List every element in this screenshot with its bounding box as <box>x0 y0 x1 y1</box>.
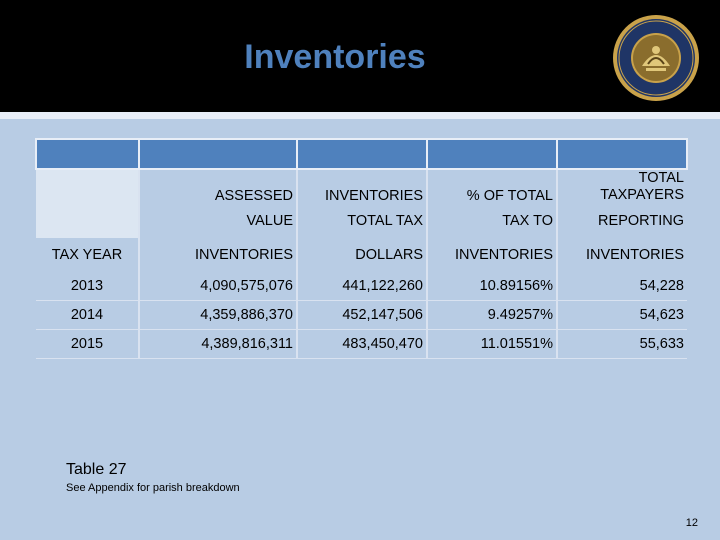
header-cell <box>36 139 139 169</box>
table-row <box>36 272 687 301</box>
table-cell: 4,389,816,311 <box>139 330 297 359</box>
table-cell: 10.89156% <box>427 272 557 301</box>
table-cell: 2015 <box>36 330 139 359</box>
table-cell: 54,228 <box>557 272 687 301</box>
header-cell: TOTAL TAXPAYERS <box>600 170 684 203</box>
header-cell: DOLLARS <box>297 238 427 272</box>
header-cell <box>36 169 139 204</box>
header-cell: INVENTORIES <box>427 238 557 272</box>
header-cell <box>36 204 139 238</box>
page-title: Inventories <box>244 38 426 76</box>
header-row <box>36 169 687 204</box>
header-cell: % OF TOTAL <box>427 169 557 204</box>
table-cell: 483,450,470 <box>297 330 427 359</box>
header-cell: VALUE <box>139 204 297 238</box>
table-cell: 55,633 <box>557 330 687 359</box>
header-cell: REPORTING <box>598 213 684 229</box>
table-cell: 4,359,886,370 <box>139 301 297 330</box>
header-cell: TAX YEAR <box>36 238 139 272</box>
state-seal-icon <box>612 14 700 102</box>
inventories-table <box>35 138 688 359</box>
table-caption: Table 27 <box>66 461 127 478</box>
table-header-band <box>36 139 687 169</box>
table-cell: 2014 <box>36 301 139 330</box>
header-cell: INVENTORIES <box>139 238 297 272</box>
table-note: See Appendix for parish breakdown <box>66 482 240 494</box>
header-cell <box>297 139 427 169</box>
table-cell: 11.01551% <box>427 330 557 359</box>
header-cell <box>139 139 297 169</box>
header-cell <box>557 139 687 169</box>
table-cell: 54,623 <box>557 301 687 330</box>
header-cell: TAX TO <box>427 204 557 238</box>
header-cell: TOTAL TAX <box>297 204 427 238</box>
table-cell: 2013 <box>36 272 139 301</box>
table-row <box>36 301 687 330</box>
page-number: 12 <box>685 517 698 529</box>
table-row <box>36 330 687 359</box>
header-cell: INVENTORIES <box>585 247 684 263</box>
table-cell: 441,122,260 <box>297 272 427 301</box>
header-row <box>36 238 687 272</box>
header-divider <box>0 112 720 119</box>
table-cell: 9.49257% <box>427 301 557 330</box>
header-row <box>36 204 687 238</box>
table-cell: 4,090,575,076 <box>139 272 297 301</box>
header-cell <box>427 139 557 169</box>
table-cell: 452,147,506 <box>297 301 427 330</box>
header-cell: INVENTORIES <box>297 169 427 204</box>
header-cell: ASSESSED <box>139 169 297 204</box>
